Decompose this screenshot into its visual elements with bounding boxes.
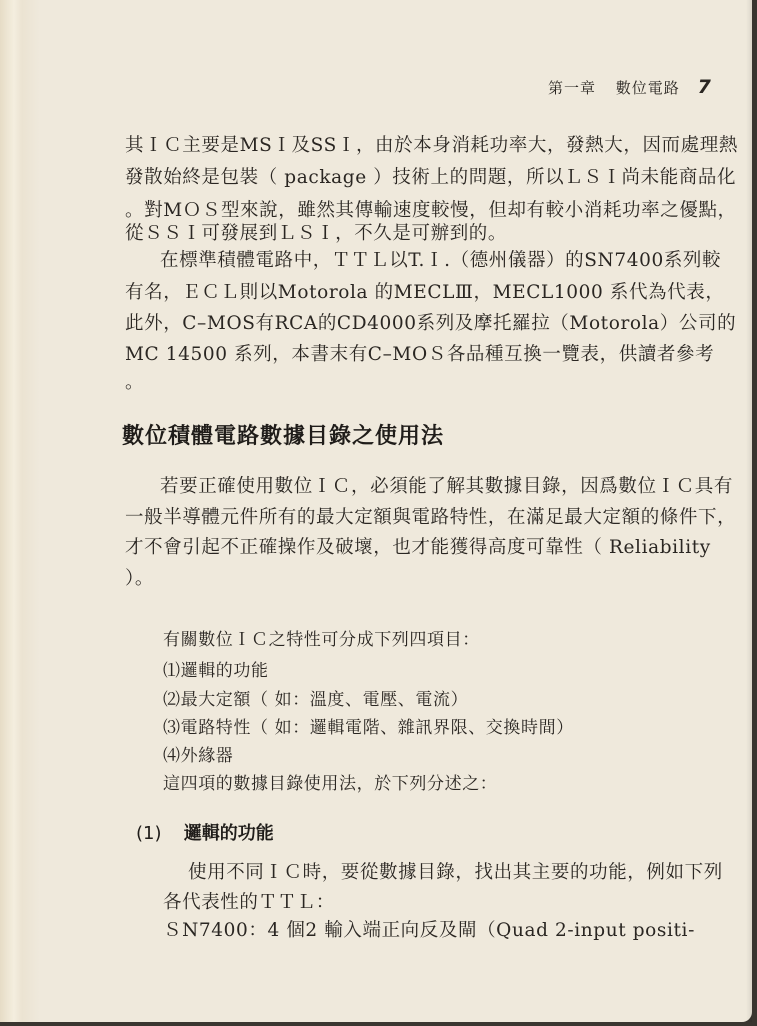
text-line: 。對MＯＳ型來說，雖然其傳輸速度較慢，但却有較小消耗功率之優點， (125, 200, 737, 221)
list-item: ⑷外緣器 (163, 746, 234, 766)
text-line: 。 (125, 372, 145, 393)
text-line: 有名，ＥＣＬ則以Motorola 的MECLⅢ，MECL1000 系代為代表， (125, 282, 725, 303)
page-number: 7 (697, 76, 712, 98)
list-item: ⑴邏輯的功能 (163, 661, 269, 681)
list-outro: 這四項的數據目錄使用法，於下列分述之： (163, 774, 498, 794)
text-line: MC 14500 系列，本書末有C–MOＳ各品種互換一覽表，供讀者參考 (125, 344, 715, 365)
text-line: 其ＩＣ主要是MSＩ及SSＩ，由於本身消耗功率大，發熱大，因而處理熱 (125, 135, 738, 156)
subsection-title: 邏輯的功能 (183, 823, 274, 844)
subsection-heading (136, 819, 274, 845)
subsection-number: (1) (136, 823, 162, 844)
list-intro: 有關數位ＩＣ之特性可分成下列四項目： (163, 630, 480, 650)
text-line: 在標準積體電路中，ＴＴＬ以T.Ｉ.（德州儀器）的SN7400系列較 (160, 250, 722, 271)
text-line: 一般半導體元件所有的最大定額與電路特性，在滿足最大定額的條件下， (125, 507, 737, 528)
text-line: 從ＳＳＩ可發展到ＬＳＩ，不久是可辦到的。 (125, 223, 508, 244)
text-line: ）。 (125, 568, 154, 589)
list-item: ⑵最大定額（ 如：溫度、電壓、電流） (163, 690, 469, 710)
text-line: 各代表性的ＴＴＬ： (163, 892, 335, 913)
text-line: 發散始終是包裝（ package ）技術上的問題，所以ＬＳＩ尚未能商品化 (125, 167, 737, 188)
text-line: 此外，C–MOS有RCA的CD4000系列及摩托羅拉（Motorola）公司的 (125, 313, 737, 334)
section-heading: 數位積體電路數據目錄之使用法 (122, 424, 445, 449)
text-line: 使用不同ＩＣ時，要從數據目錄，找出其主要的功能，例如下列 (188, 862, 723, 883)
running-header (548, 76, 712, 98)
text-line: 才不會引起不正確操作及破壞，也才能獲得高度可靠性（ Reliability (125, 537, 711, 558)
text-line: 若要正確使用數位ＩＣ，必須能了解其數據目錄，因爲數位ＩＣ具有 (160, 476, 734, 497)
list-item: ⑶電路特性（ 如：邏輯電階、雜訊界限、交換時間） (163, 718, 574, 738)
chapter-title: 數位電路 (615, 79, 680, 97)
chapter-label: 第一章 (548, 79, 597, 97)
text-line: ＳN7400：4 個2 輸入端正向反及閘（Quad 2-input positi- (163, 920, 695, 941)
